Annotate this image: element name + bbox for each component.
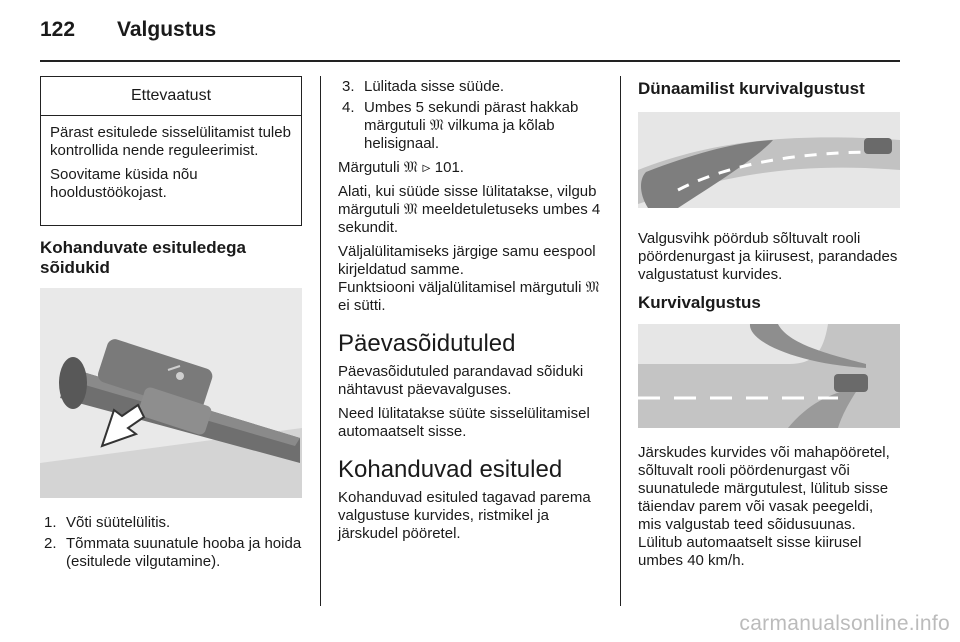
list-item-text: Lülitada sisse süüde.: [364, 78, 505, 95]
paragraph-afl: Kohanduvad esituled tagavad parema valgustuse kurvides, ristmikel ja järskudel pööretel.: [338, 489, 591, 542]
paragraph-indicator-ref: Märgutuli 𝔐 ⊳ 101.: [338, 159, 464, 176]
column-divider-1: [320, 76, 321, 606]
list-item: [40, 514, 302, 532]
column-2: [338, 78, 608, 543]
watermark-text: carmanualsonline.info: [739, 612, 950, 635]
dynamic-bending-light-illustration: [638, 112, 900, 208]
turn-signal-lever-illustration: [40, 288, 302, 498]
header-rule: [40, 60, 900, 62]
caution-box: [40, 76, 302, 226]
paragraph-reminder: Alati, kui süüde sisse lülitatakse, vilgub märgutuli 𝔐 meeldetuletuseks umbes 4 sekundit.: [338, 183, 601, 236]
list-item-number: 4.: [342, 99, 355, 116]
column-3-cornering-text: [638, 444, 900, 570]
caution-text-1: Pärast esitulede sisselülitamist tuleb kontrollida nende reguleerimist.: [50, 124, 291, 159]
section-heading-adaptive-headlights: Kohanduvad esituled: [338, 456, 563, 483]
list-item: [40, 535, 302, 571]
cornering-light-illustration: [638, 324, 900, 428]
column-3-dynamic-text: [638, 230, 900, 284]
paragraph-drl-2: Need lülitatakse süüte sisselülitamisel automaatselt sisse.: [338, 405, 590, 440]
list-item-number: 1.: [44, 514, 57, 531]
paragraph-cornering: Järskudes kurvides või mahapööretel, sõltuvalt rooli pöördenurgast või suunatulede märgutulest, lülitub sisse täiendav parem või vasak peegeldi, mis valgustab teed sõidusuunas. Lülitub automaatselt sisse kiirusel umbes 40 km/h.: [638, 444, 890, 569]
list-item-number: 2.: [44, 535, 57, 552]
list-item: [338, 78, 608, 96]
column-divider-2: [620, 76, 621, 606]
list-item-number: 3.: [342, 78, 355, 95]
list-item-text: Võti süütelülitis.: [66, 514, 171, 531]
page-title: Valgustus: [117, 18, 217, 41]
list-item-text: Umbes 5 sekundi pärast hakkab märgutuli 𝔐 vilkuma ja kõlab helisignaal.: [364, 99, 579, 152]
list-item: [338, 99, 608, 153]
section-heading-adaptive-vehicles: Kohanduvate esituledega sõidukid: [40, 238, 246, 277]
section-heading-dynamic-bending: Dünaamilist kurvivalgustust: [638, 79, 865, 98]
paragraph-dynamic-bending: Valgusvihk pöördub sõltuvalt rooli pöördenurgast ja kiirusest, parandades valgustatust kurvides.: [638, 230, 898, 283]
page-number: 122: [40, 18, 76, 41]
caution-text-2: Soovitame küsida nõu hooldustöökojast.: [50, 166, 198, 201]
list-item-text: Tõmmata suunatule hooba ja hoida (esitulede vilgutamine).: [66, 535, 302, 570]
caution-title: Ettevaatust: [41, 77, 301, 116]
paragraph-deactivated-indicator: Funktsiooni väljalülitamisel märgutuli 𝔐 ei sütti.: [338, 279, 600, 314]
section-heading-cornering: Kurvivalgustus: [638, 293, 761, 312]
paragraph-deactivate: Väljalülitamiseks järgige samu eespool kirjeldatud samme.: [338, 243, 596, 278]
section-heading-drl: Päevasõidutuled: [338, 330, 516, 357]
paragraph-drl-1: Päevasõidutuled parandavad sõiduki nähtavust päevavalguses.: [338, 363, 584, 398]
